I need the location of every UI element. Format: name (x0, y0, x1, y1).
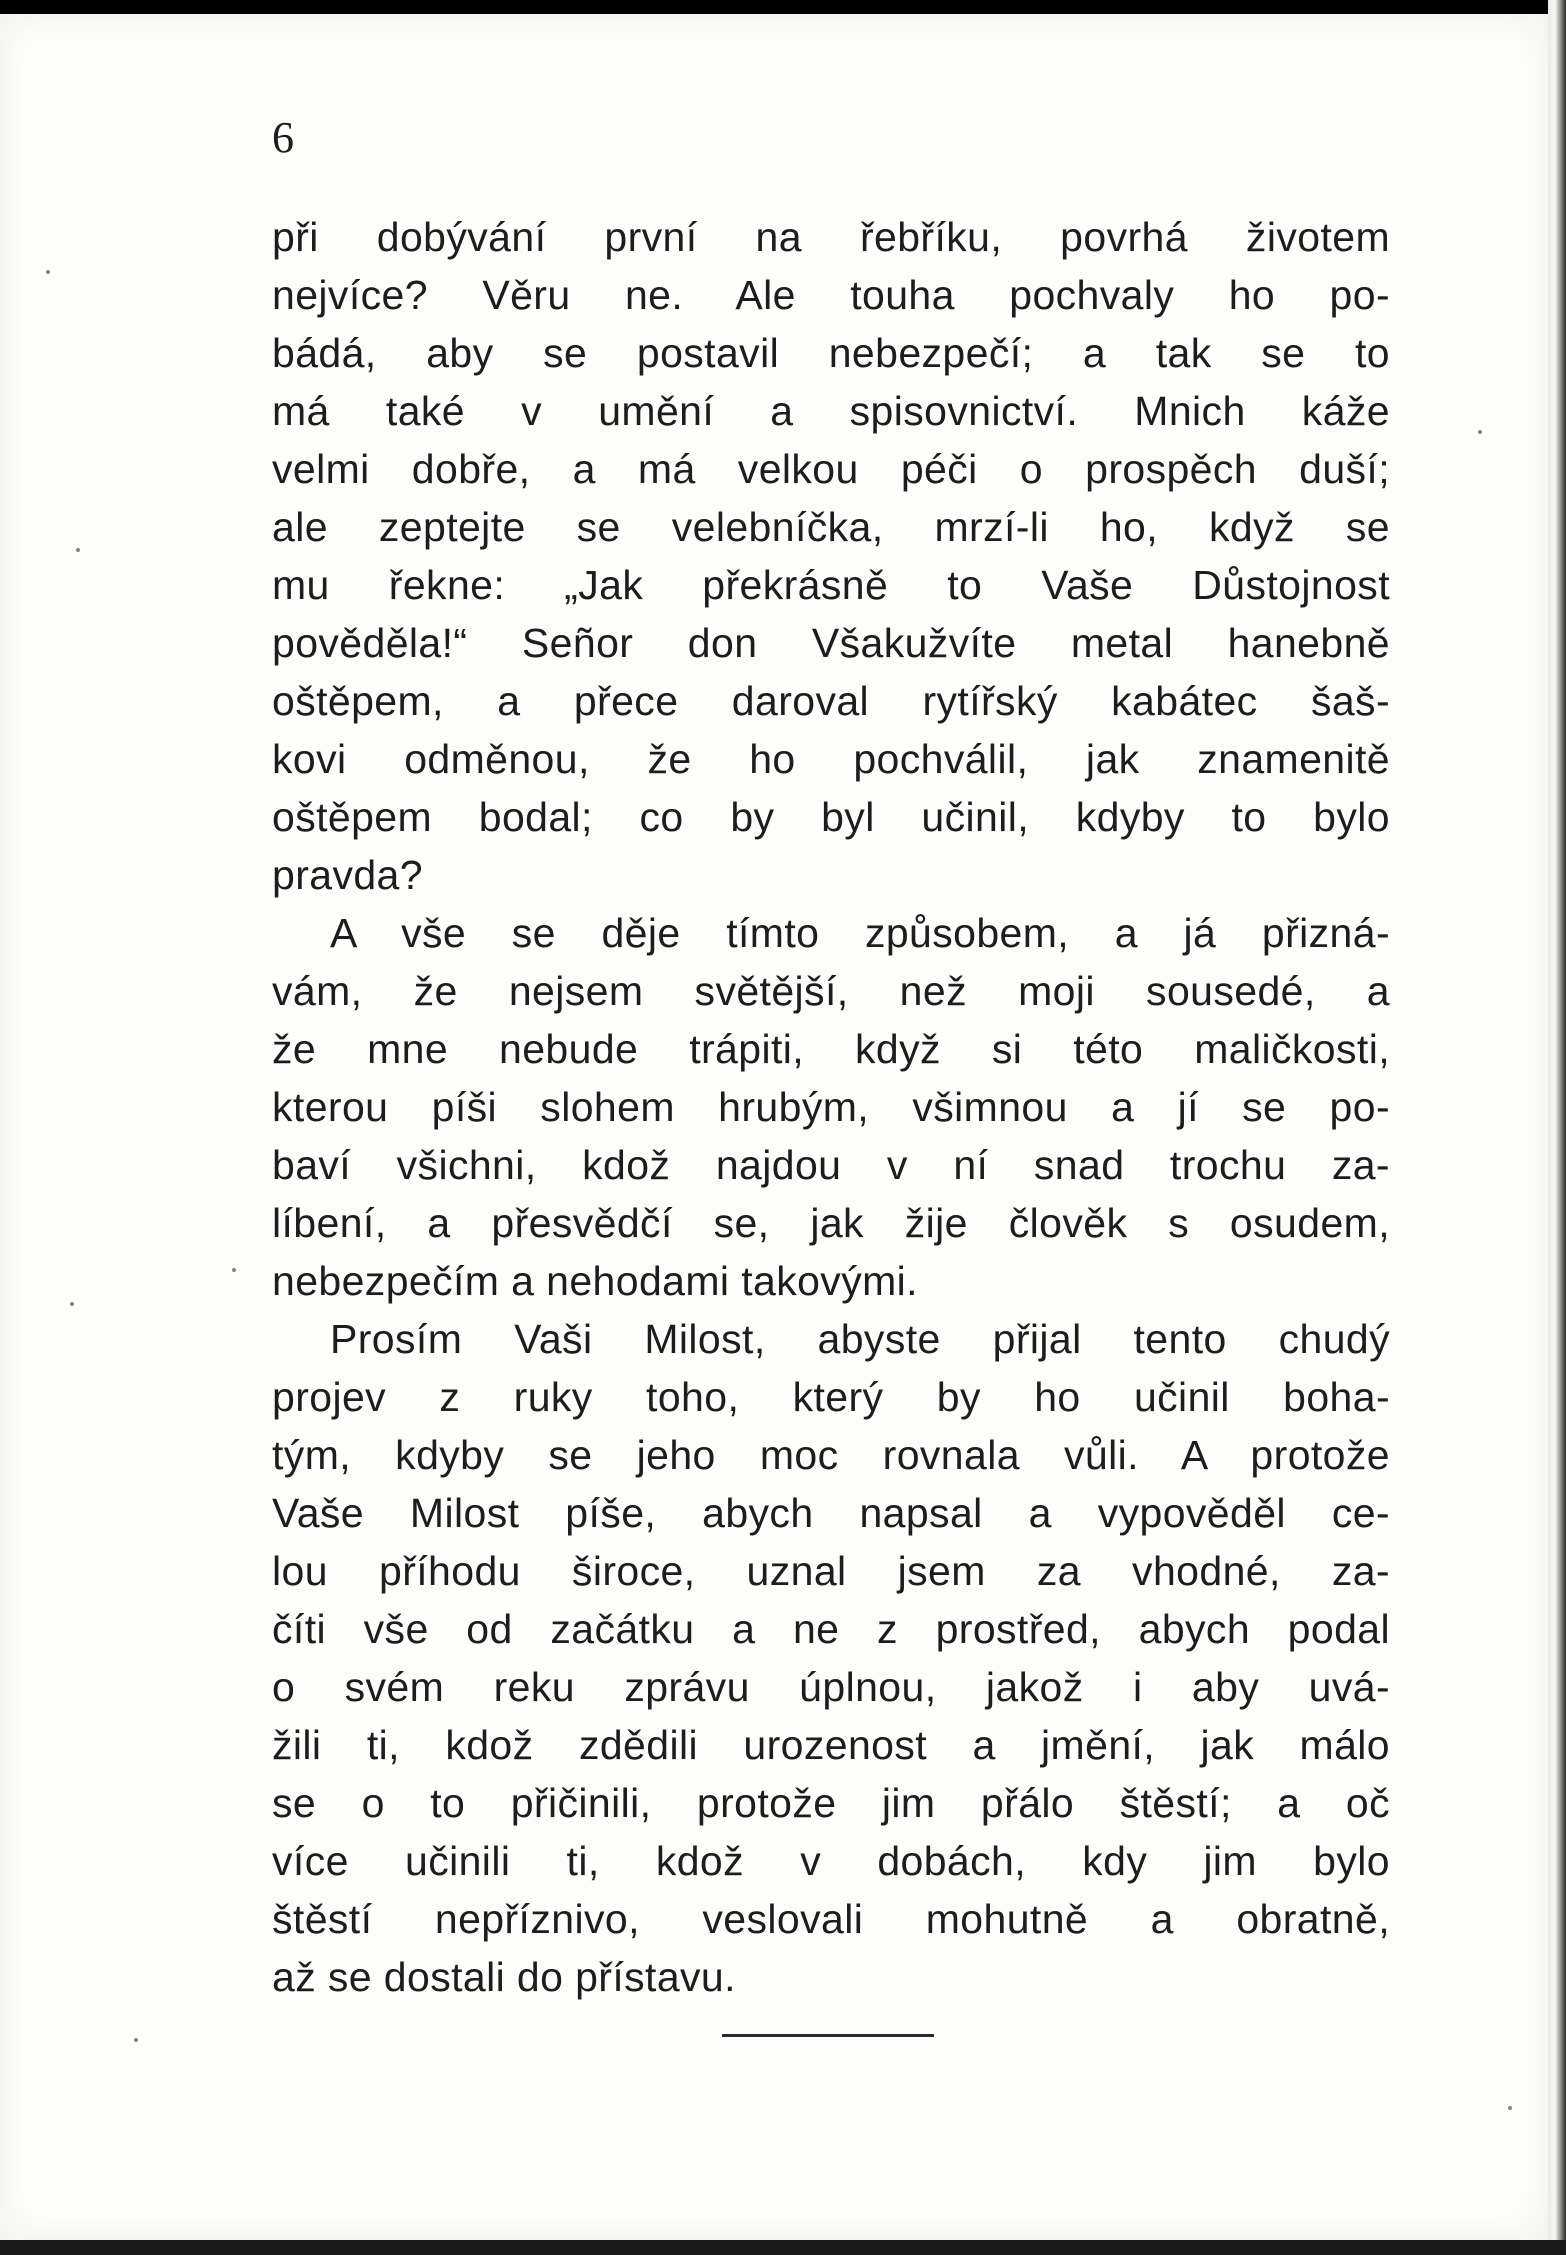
text-line: lou příhodu široce, uznal jsem za vhodné, za- (272, 1548, 1390, 1594)
text-line: pravda? (272, 852, 423, 898)
page-number: 6 (272, 113, 294, 162)
text-line: oštěpem bodal; co by byl učinil, kdyby to bylo (272, 794, 1390, 840)
paragraph-1 (272, 208, 1390, 904)
scan-speck (134, 2038, 138, 2042)
end-rule-divider (722, 2034, 934, 2037)
scan-speck (232, 1268, 236, 1272)
text-line: kovi odměnou, že ho pochválil, jak znamenitě (272, 736, 1390, 782)
paragraph-3 (272, 1310, 1390, 2006)
paragraph-2 (272, 904, 1390, 1310)
text-line: kterou píši slohem hrubým, všimnou a jí se po- (272, 1084, 1390, 1130)
text-line: více učinili ti, kdož v dobách, kdy jim bylo (272, 1838, 1390, 1884)
text-line: Vaše Milost píše, abych napsal a vypověděl ce- (272, 1490, 1390, 1536)
scan-speck (46, 270, 50, 274)
text-line: ale zeptejte se velebníčka, mrzí-li ho, když se (272, 504, 1390, 550)
text-line: že mne nebude trápiti, když si této maličkosti, (272, 1026, 1390, 1072)
text-line: projev z ruky toho, který by ho učinil boha- (272, 1374, 1390, 1420)
text-line: velmi dobře, a má velkou péči o prospěch duší; (272, 446, 1390, 492)
scan-speck (76, 548, 80, 552)
text-line: baví všichni, kdož najdou v ní snad trochu za- (272, 1142, 1390, 1188)
text-line: má také v umění a spisovnictví. Mnich káže (272, 388, 1390, 434)
text-line: při dobývání první na řebříku, povrhá životem (272, 214, 1390, 260)
text-line: o svém reku zprávu úplnou, jakož i aby uvá- (272, 1664, 1390, 1710)
body-text (272, 208, 1390, 2006)
text-line: oštěpem, a přece daroval rytířský kabátec šaš- (272, 678, 1390, 724)
scan-speck (70, 1302, 74, 1306)
text-line: až se dostali do přístavu. (272, 1954, 736, 2000)
page-bottom-edge (0, 2240, 1566, 2255)
page-right-edge (1548, 0, 1566, 2255)
text-line: číti vše od začátku a ne z prostřed, abych podal (272, 1606, 1390, 1652)
text-line: Prosím Vaši Milost, abyste přijal tento chudý (330, 1316, 1390, 1362)
text-line: se o to přičinili, protože jim přálo štěstí; a oč (272, 1780, 1390, 1826)
text-line: žili ti, kdož zdědili urozenost a jmění, jak málo (272, 1722, 1390, 1768)
scan-speck (1508, 2106, 1512, 2110)
text-line: A vše se děje tímto způsobem, a já přizná- (330, 910, 1390, 956)
text-line: nebezpečím a nehodami takovými. (272, 1258, 918, 1304)
text-line: vám, že nejsem světější, než moji sousedé, a (272, 968, 1390, 1014)
text-line: mu řekne: „Jak překrásně to Vaše Důstojnost (272, 562, 1390, 608)
text-line: nejvíce? Věru ne. Ale touha pochvaly ho po- (272, 272, 1390, 318)
text-line: pověděla!“ Señor don Všakužvíte metal hanebně (272, 620, 1390, 666)
text-line: líbení, a přesvědčí se, jak žije člověk s osudem, (272, 1200, 1390, 1246)
text-line: štěstí nepříznivo, veslovali mohutně a obratně, (272, 1896, 1390, 1942)
scan-speck (1478, 430, 1482, 434)
text-line: tým, kdyby se jeho moc rovnala vůli. A protože (272, 1432, 1390, 1478)
text-line: bádá, aby se postavil nebezpečí; a tak se to (272, 330, 1390, 376)
